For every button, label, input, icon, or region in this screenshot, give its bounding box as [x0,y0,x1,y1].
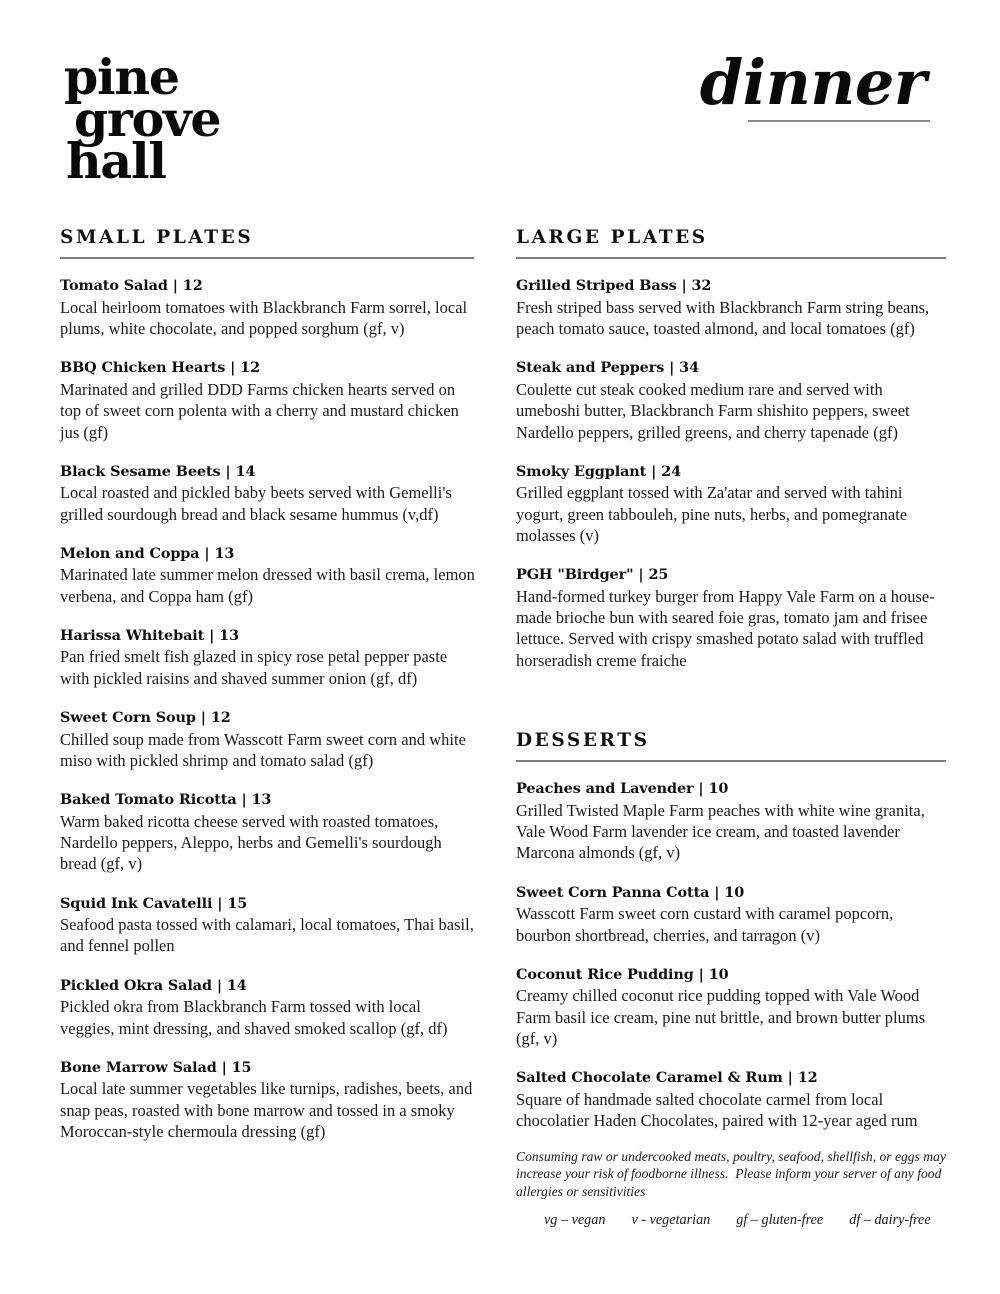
menu-item-title: Salted Chocolate Caramel & Rum | 12 [516,1069,818,1087]
menu-item [516,462,946,546]
menu-item [516,779,946,863]
menu-item-title: BBQ Chicken Hearts | 12 [60,359,261,377]
menu-item-title: Pickled Okra Salad | 14 [60,976,247,994]
section-rule-large-plates [516,257,946,259]
menu-item-title: Grilled Striped Bass | 32 [516,277,712,295]
menu-item [516,883,946,946]
menu-item-title: Sweet Corn Soup | 12 [60,709,231,727]
menu-item-title: Black Sesame Beets | 14 [60,462,256,480]
menu-item-title: Squid Ink Cavatelli | 15 [60,894,248,912]
column-right [516,228,946,1131]
menu-item-title: PGH "Birdger" | 25 [516,566,669,584]
menu-item-description: Fresh striped bass served with Blackbranch Farm string beans, peach tomato sauce, toasted almond, and local tomatoes (gf) [516,297,930,339]
menu-item [60,358,476,442]
menu-item-description: Local heirloom tomatoes with Blackbranch Farm sorrel, local plums, white chocolate, and popped sorghum (gf, v) [60,297,468,339]
menu-item-description: Grilled Twisted Maple Farm peaches with white wine granita, Vale Wood Farm lavender ice cream, and toasted lavender Marcona almonds (gf, v) [516,800,925,863]
item-list-small-plates [60,276,476,1142]
menu-item-description: Warm baked ricotta cheese served with roasted tomatoes, Nardello peppers, Aleppo, herbs and Gemelli's sourdough bread (gf, v) [60,811,442,874]
dietary-legend [516,1212,948,1229]
menu-item [60,276,476,339]
menu-item-title: Harissa Whitebait | 13 [60,627,239,645]
legend-item-gluten-free: gf – gluten-free [736,1212,824,1229]
menu-item-description: Grilled eggplant tossed with Za'atar and served with tahini yogurt, green tabbouleh, pine nuts, herbs, and pomegranate molasses (v) [516,483,908,545]
menu-item-title: Steak and Peppers | 34 [516,359,699,377]
menu-footer [516,1148,948,1229]
menu-item [60,544,476,607]
menu-item-description: Seafood pasta tossed with calamari, local tomatoes, Thai basil, and fennel pollen [60,915,474,956]
menu-item [60,708,476,771]
column-left [60,228,476,1142]
item-list-large-plates [516,276,946,671]
menu-item-description: Chilled soup made from Wasscott Farm sweet corn and white miso with pickled shrimp and tomato salad (gf) [60,729,466,770]
menu-item [60,462,476,525]
menu-item-description: Coulette cut steak cooked medium rare and served with umeboshi butter, Blackbranch Farm shishito peppers, sweet Nardello peppers, grilled greens, and cherry tapenade (gf) [516,379,910,442]
menu-item [516,358,946,442]
section-small-plates [60,228,476,1142]
section-large-plates [516,228,946,671]
menu-item-description: Pickled okra from Blackbranch Farm tossed with local veggies, mint dressing, and shaved smoked scallop (gf, df) [60,997,448,1038]
menu-item-title: Sweet Corn Panna Cotta | 10 [516,883,745,901]
menu-header [0,0,1000,215]
legend-item-dairy-free: df – dairy-free [849,1212,931,1229]
section-title-desserts: DESSERTS [516,730,650,752]
menu-item-description: Pan fried smelt fish glazed in spicy rose petal pepper paste with pickled raisins and shaved summer onion (gf, df) [60,647,448,688]
menu-item-title: Bone Marrow Salad | 15 [60,1058,252,1076]
item-list-desserts [516,779,946,1131]
menu-item-description: Square of handmade salted chocolate carmel from local chocolatier Haden Chocolates, paired with 12-year aged rum [516,1089,918,1131]
menu-item-title: Tomato Salad | 12 [60,277,203,295]
section-rule-small-plates [60,257,474,259]
menu-item-description: Hand-formed turkey burger from Happy Vale Farm on a house-made brioche bun with seared foie gras, tomato jam and frisee lettuce. Served with crispy smashed potato salad with truffled horseradish creme fraiche [516,586,935,670]
menu-item-title: Smoky Eggplant | 24 [516,462,681,480]
menu-item [60,626,476,689]
section-title-small-plates: SMALL PLATES [60,227,254,248]
menu-item [516,965,946,1049]
menu-item-title: Baked Tomato Ricotta | 13 [60,791,272,809]
menu-item [60,1058,476,1142]
menu-item-title: Melon and Coppa | 13 [60,544,235,562]
section-rule-desserts [516,760,946,762]
menu-item-title: Peaches and Lavender | 10 [516,780,729,798]
menu-item [60,976,476,1039]
menu-item-description: Local late summer vegetables like turnips, radishes, beets, and snap peas, roasted with bone marrow and tossed in a smoky Moroccan-style chermoula dressing (gf) [60,1079,473,1141]
restaurant-logo [64,48,221,191]
menu-item-description: Marinated and grilled DDD Farms chicken hearts served on top of sweet corn polenta with a cherry and mustard chicken jus (gf) [60,379,459,442]
logo-line-1: pine [64,48,179,106]
menu-item [516,276,946,339]
section-title-large-plates: LARGE PLATES [516,227,708,248]
menu-kind-underline [748,120,930,122]
menu-item-description: Wasscott Farm sweet corn custard with caramel popcorn, bourbon shortbread, cherries, and tarragon (v) [516,904,894,945]
menu-item [516,1068,946,1131]
legend-item-vegan: vg – vegan [544,1212,606,1229]
menu-item [60,790,476,874]
menu-item-title: Coconut Rice Pudding | 10 [516,965,729,983]
allergen-disclaimer: Consuming raw or undercooked meats, poultry, seafood, shellfish, or eggs may increase your risk of foodborne illness. Please inform your server of any food allergies or sensitivities [516,1149,950,1199]
menu-kind-title: dinner [699,46,926,119]
menu-item-description: Marinated late summer melon dressed with basil crema, lemon verbena, and Coppa ham (gf) [60,565,475,606]
menu-item [60,894,476,957]
legend-item-vegetarian: v - vegetarian [631,1212,711,1229]
menu-item-description: Local roasted and pickled baby beets served with Gemelli's grilled sourdough bread and black sesame hummus (v,df) [60,483,452,524]
menu-item [516,565,946,671]
logo-line-2: grove [74,90,221,149]
menu-kind-block [694,46,932,122]
logo-line-3: hall [66,132,166,191]
section-desserts [516,731,946,1131]
menu-item-description: Creamy chilled coconut rice pudding topped with Vale Wood Farm basil ice cream, pine nut brittle, and brown butter plums (gf, v) [516,986,926,1048]
